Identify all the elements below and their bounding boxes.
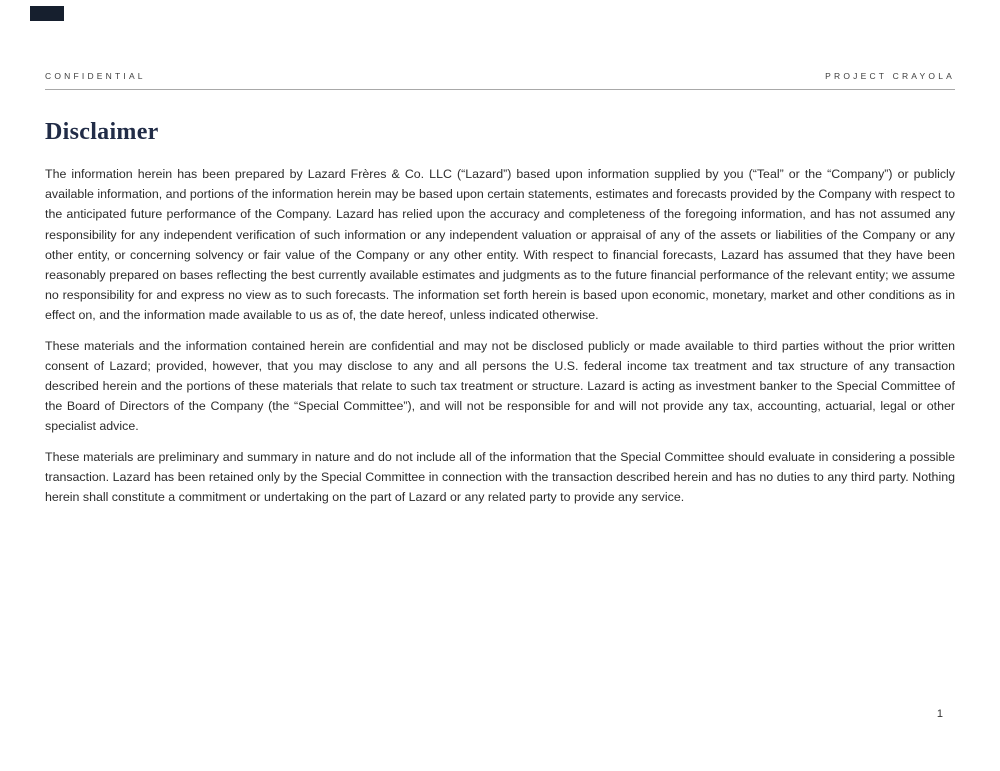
disclaimer-paragraph-3: These materials are preliminary and summary in nature and do not include all of the information that the Special Committee should evaluate in considering a possible transaction. Lazard has been retained only by the Special Committee in connection with the transaction described herein and has no duties to any third party. Nothing herein shall constitute a commitment or undertaking on the part of Lazard or any related party to provide any service. [45,449,955,505]
disclaimer-paragraph-1: The information herein has been prepared by Lazard Frères & Co. LLC (“Lazard”) based upon information supplied by you (“Teal” or the “Company”) or publicly available information, and portions of the information herein may be based upon certain statements, estimates and forecasts provided by the Company with respect to the anticipated future performance of the Company. Lazard has relied upon the accuracy and completeness of the foregoing information, and has not assumed any responsibility for any independent verification of such information or any independent valuation or appraisal of any of the assets or liabilities of the Company or any other entity, or concerning solvency or fair value of the Company or any other entity. With respect to financial forecasts, Lazard has assumed that they have been reasonably prepared on bases reflecting the best currently available estimates and judgments as to the future financial performance of the relevant entity; we assume no responsibility for and express no view as to such forecasts. The information set forth herein is based upon economic, monetary, market and other conditions as in effect on, and the information made available to us as of, the date hereof, unless indicated otherwise. [45,167,955,323]
page-title: Disclaimer [45,119,159,145]
disclaimer-body [45,164,955,517]
project-name-label: PROJECT CRAYOLA [825,71,955,81]
logo-block [30,6,64,21]
disclaimer-paragraph-2: These materials and the information contained herein are confidential and may not be disclosed publicly or made available to third parties without the prior written consent of Lazard; provided, however, that you may disclose to any and all persons the U.S. federal income tax treatment and tax structure of any transaction described herein and the portions of these materials that relate to such tax treatment or structure. Lazard is acting as investment banker to the Special Committee of the Board of Directors of the Company (the “Special Committee”), and will not be responsible for and will not provide any tax, accounting, actuarial, legal or other specialist advice. [45,338,955,434]
confidential-label: CONFIDENTIAL [45,71,146,81]
page-number: 1 [936,708,943,720]
page-header [45,71,955,90]
